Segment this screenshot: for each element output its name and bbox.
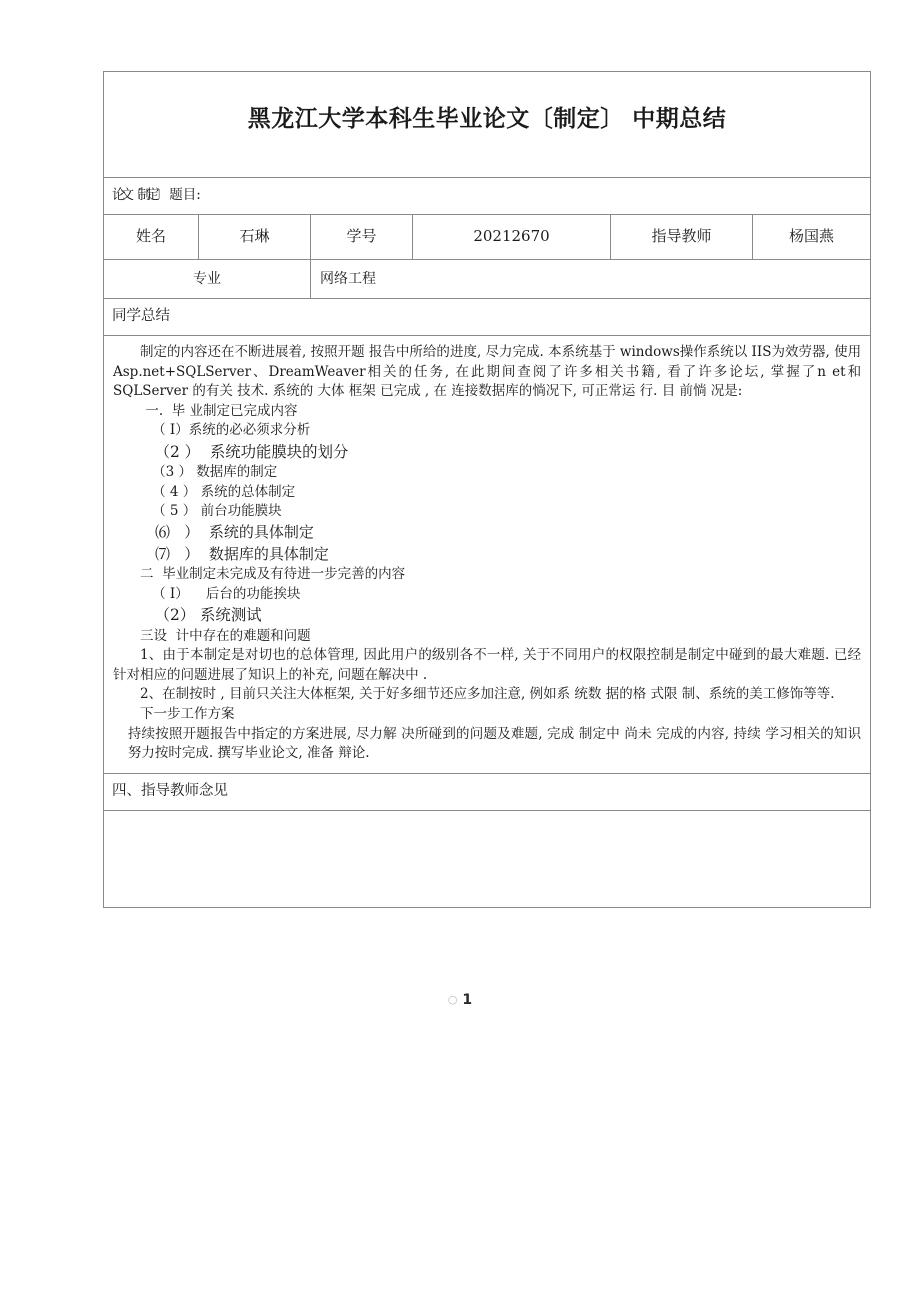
title-cell <box>104 72 871 178</box>
major-value-cell: 网络工程 <box>311 260 871 299</box>
list-item: （ 5 ） 前台功能膜块 <box>152 503 282 520</box>
student-summary-header-row <box>104 299 871 336</box>
list-item: ⑺ ） 数据库的具体制定 <box>155 544 329 563</box>
next-plan-paragraph: 持续按照开题报告中指定的方案进展, 尽力解 决所碰到的问题及难题, 完成 制定中 尚未 完成的内容, 持续 学习相关的知识努力按时完成. 撰写毕业论文, 准备 辩论. <box>127 725 862 762</box>
footer-mark-icon: ○ <box>447 993 458 1006</box>
subject-label-part-c: 题目: <box>165 187 201 204</box>
advisor-opinion-body-row <box>104 810 871 907</box>
problem-paragraph-1: 1、由于本制定是对切也的总体管理, 因此用户的级别各不一样, 关于不同用户的权限控制是制定中碰到的最大难题. 已经针对相应的问题进展了知识上的补充, 问题在解决中 . <box>113 647 862 683</box>
name-value-cell: 石琳 <box>199 215 311 260</box>
advisor-value-cell: 杨国燕 <box>753 215 871 260</box>
title-row <box>104 72 871 178</box>
heading-completed: 一. 毕 业制定已完成内容 <box>145 402 298 419</box>
problem-paragraph-2: 2、在制按时 , 目前只关注大体框架, 关于好多细节还应多加注意, 例如系 统数 据的格 式限 制、系统的美工修饰等等. <box>140 686 835 703</box>
table-row <box>104 215 871 260</box>
table-row <box>104 260 871 299</box>
intro-paragraph: 制定的内容还在不断进展着, 按照开题 报告中所给的进度, 尽力完成. 本系统基于 windows操作系统以 IIS为效劳器, 使用 Asp.net+SQLServer、DreamWeaver相关的任务, 在此期间查阅了许多相关书籍, 看了许多论坛, 掌握了n et和SQLServer 的有关 技术. 系统的 大体 框架 已完成 , 在 连接数据库的惝况下, 可正常运 行. 目 前惝 况是: <box>113 344 862 400</box>
student-id-value-cell: 20212670 <box>413 215 611 260</box>
list-item: （2） 系统测试 <box>154 606 262 625</box>
advisor-label-cell: 指导教师 <box>611 215 753 260</box>
student-summary-body <box>104 336 871 774</box>
name-label-cell: 姓名 <box>104 215 199 260</box>
subject-label <box>112 186 201 206</box>
heading-pending: 二 毕业制定未完成及有待进一步完善的内容 <box>140 566 406 583</box>
subject-label-part-a: 论文〔制 <box>112 187 146 204</box>
subject-label-part-b: 定〕 <box>146 187 165 204</box>
student-summary-header: 同学总结 <box>104 299 871 336</box>
subject-cell <box>104 178 871 215</box>
list-item: （3 ） 数据库的制定 <box>152 464 278 481</box>
list-item: （ I） 后台的功能挨块 <box>152 585 301 602</box>
major-label-cell: 专业 <box>104 260 311 299</box>
list-item: （ 4 ） 系统的总体制定 <box>152 483 296 500</box>
advisor-opinion-blank[interactable] <box>104 810 871 907</box>
list-item: ⑹ ） 系统的具体制定 <box>155 522 314 541</box>
list-item: （ I）系统的必必须求分析 <box>152 422 311 439</box>
heading-next-plan: 下一步工作方案 <box>140 706 235 723</box>
midterm-summary-table <box>103 71 871 908</box>
student-id-label-cell: 学号 <box>311 215 413 260</box>
advisor-opinion-header: 四、指导教师念见 <box>104 773 871 810</box>
heading-problems: 三设 计中存在的难题和问题 <box>140 627 311 644</box>
student-summary-body-row <box>104 336 871 774</box>
subject-row <box>104 178 871 215</box>
page-title: 黑龙江大学本科生毕业论文〔制定〕 中期总结 <box>247 106 727 133</box>
list-item: （2 ） 系统功能膜块的划分 <box>154 442 349 461</box>
page-number: 1 <box>462 992 473 1008</box>
page-footer <box>0 992 920 1008</box>
advisor-opinion-header-row <box>104 773 871 810</box>
